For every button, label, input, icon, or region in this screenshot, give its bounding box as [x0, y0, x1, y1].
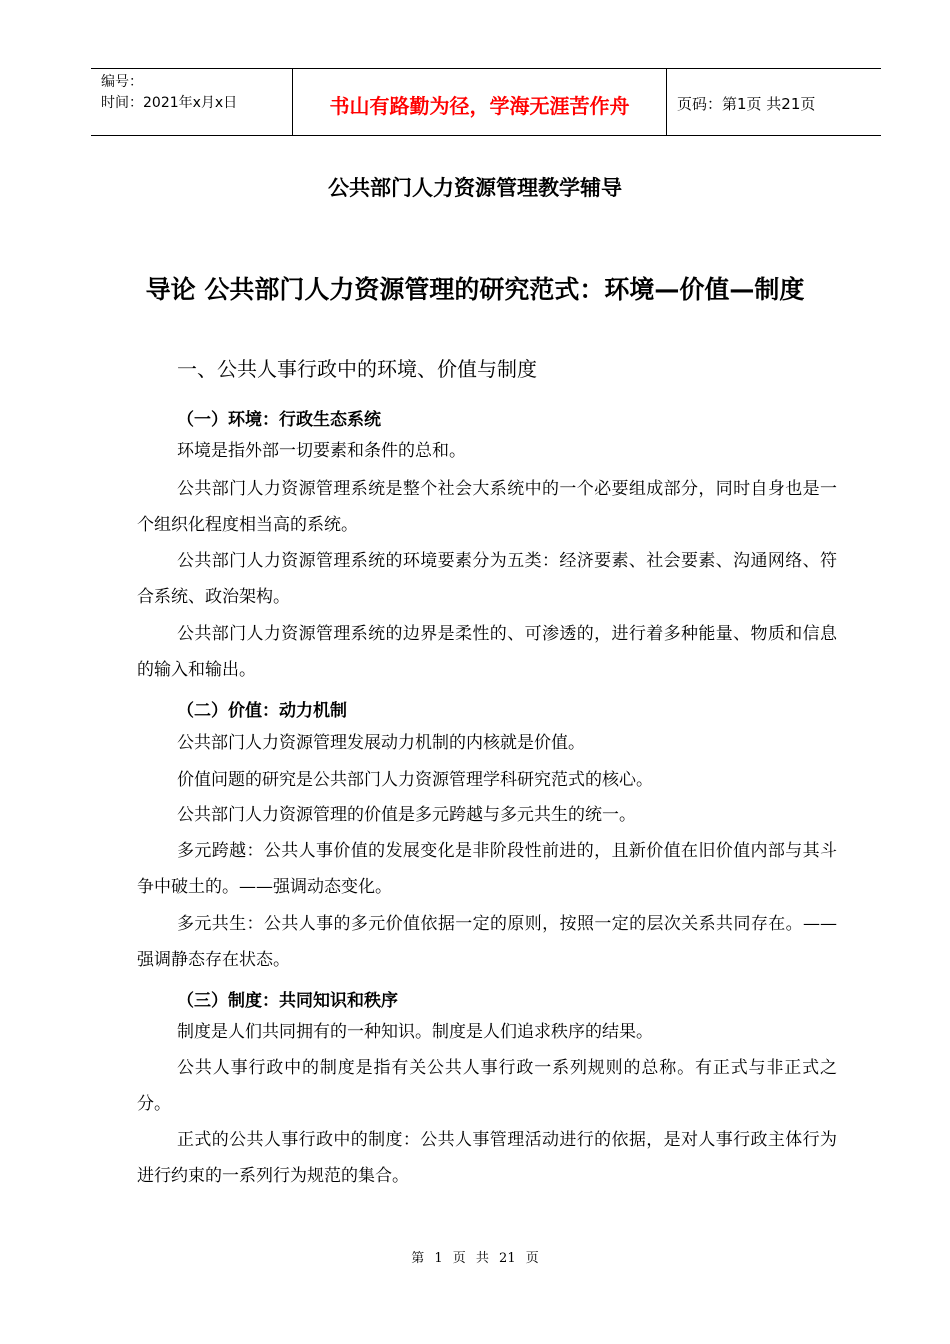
paragraph: 制度是人们共同拥有的一种知识。制度是人们追求秩序的结果。: [177, 1022, 653, 1042]
paragraph: 公共部门人力资源管理发展动力机制的内核就是价值。: [177, 733, 585, 753]
paragraph: 多元跨越：公共人事价值的发展变化是非阶段性前进的，且新价值在旧价值内部与其斗争中破土的。——强调动态变化。: [137, 841, 837, 897]
header-bottom-border: [91, 135, 881, 136]
header-divider-right: [666, 68, 667, 136]
document-title: 公共部门人力资源管理教学辅导: [328, 176, 622, 200]
chapter-title: 导论 公共部门人力资源管理的研究范式：环境—价值—制度: [145, 275, 805, 304]
paragraph: 多元共生：公共人事的多元价值依据一定的原则，按照一定的层次关系共同存在。——强调静态存在状态。: [137, 914, 837, 970]
header-page-label: 页码：第1页 共21页: [677, 95, 816, 113]
paragraph: 公共部门人力资源管理系统的边界是柔性的、可渗透的，进行着多种能量、物质和信息的输入和输出。: [137, 624, 837, 680]
paragraph: 公共人事行政中的制度是指有关公共人事行政一系列规则的总称。有正式与非正式之分。: [137, 1058, 837, 1114]
header-meta: [101, 72, 237, 114]
subsection-heading-value: （二）价值：动力机制: [177, 701, 347, 721]
paragraph: 公共部门人力资源管理系统的环境要素分为五类：经济要素、社会要素、沟通网络、符合系统、政治架构。: [137, 551, 837, 607]
paragraph: 正式的公共人事行政中的制度：公共人事管理活动进行的依据，是对人事行政主体行为进行约束的一系列行为规范的集合。: [137, 1130, 837, 1186]
subsection-heading-environment: （一）环境：行政生态系统: [177, 410, 381, 430]
paragraph: 环境是指外部一切要素和条件的总和。: [177, 441, 466, 461]
page-footer: 第 1 页 共 21 页: [411, 1251, 539, 1266]
header-number-label: 编号：: [101, 74, 143, 90]
section-title: 一、公共人事行政中的环境、价值与制度: [177, 357, 537, 381]
header-time-label: 时间：2021年x月x日: [101, 95, 238, 111]
header-top-border: [91, 68, 881, 69]
subsection-heading-institution: （三）制度：共同知识和秩序: [177, 991, 398, 1011]
header-motto: 书山有路勤为径，学海无涯苦作舟: [329, 94, 630, 118]
paragraph: 公共部门人力资源管理系统是整个社会大系统中的一个必要组成部分，同时自身也是一个组织化程度相当高的系统。: [137, 479, 837, 535]
paragraph: 价值问题的研究是公共部门人力资源管理学科研究范式的核心。: [177, 770, 653, 790]
paragraph: 公共部门人力资源管理的价值是多元跨越与多元共生的统一。: [177, 805, 636, 825]
